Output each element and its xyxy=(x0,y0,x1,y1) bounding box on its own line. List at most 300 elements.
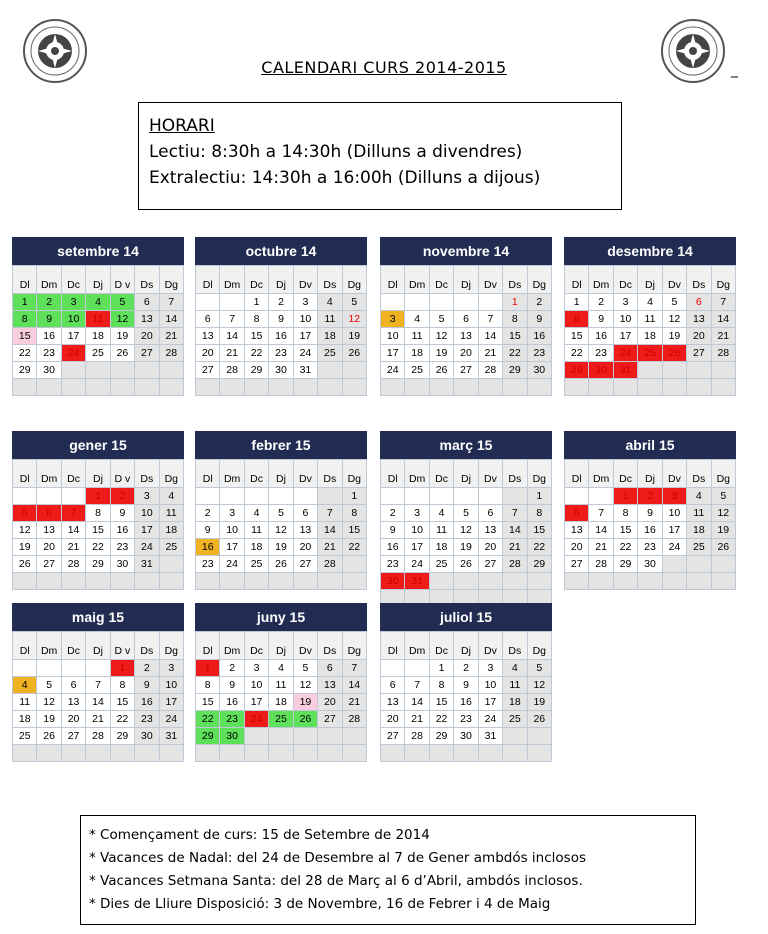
day-cell: 14 xyxy=(712,311,736,328)
empty-cell xyxy=(196,488,220,505)
empty-cell xyxy=(663,573,687,590)
day-cell: 26 xyxy=(454,556,478,573)
day-cell: 12 xyxy=(454,522,478,539)
day-cell: 21 xyxy=(318,539,342,556)
day-cell: 1 xyxy=(111,660,135,677)
empty-cell xyxy=(614,379,638,396)
day-cell: 16 xyxy=(196,539,220,556)
day-cell: 27 xyxy=(37,556,61,573)
day-cell: 16 xyxy=(528,328,552,345)
empty-cell xyxy=(294,379,318,396)
weekday-header: Dl xyxy=(196,266,220,294)
empty-cell xyxy=(405,294,429,311)
day-cell: 30 xyxy=(638,556,662,573)
day-cell: 10 xyxy=(479,677,503,694)
day-cell: 10 xyxy=(135,505,159,522)
day-cell: 7 xyxy=(318,505,342,522)
day-cell: 8 xyxy=(196,677,220,694)
empty-cell xyxy=(565,573,589,590)
empty-cell xyxy=(687,379,711,396)
day-cell: 11 xyxy=(405,328,429,345)
empty-cell xyxy=(13,745,37,762)
day-cell: 30 xyxy=(269,362,293,379)
day-cell: 22 xyxy=(614,539,638,556)
day-cell: 20 xyxy=(318,694,342,711)
day-cell: 30 xyxy=(135,728,159,745)
day-cell: 19 xyxy=(269,539,293,556)
day-cell: 8 xyxy=(565,311,589,328)
day-cell: 14 xyxy=(589,522,613,539)
day-cell: 19 xyxy=(528,694,552,711)
empty-cell xyxy=(318,379,342,396)
weekday-header: Dl xyxy=(381,460,405,488)
day-cell: 27 xyxy=(565,556,589,573)
day-cell: 4 xyxy=(160,488,184,505)
day-cell: 11 xyxy=(269,677,293,694)
empty-cell xyxy=(614,573,638,590)
schedule-line-lectiu: Lectiu: 8:30h a 14:30h (Dilluns a divendres) xyxy=(149,142,523,162)
day-cell: 9 xyxy=(196,522,220,539)
empty-cell xyxy=(160,745,184,762)
day-cell: 14 xyxy=(405,694,429,711)
day-cell: 15 xyxy=(343,522,367,539)
empty-cell xyxy=(111,362,135,379)
schedule-line-extralectiu: Extralectiu: 14:30h a 16:00h (Dilluns a dijous) xyxy=(149,168,541,188)
empty-cell xyxy=(430,488,454,505)
day-cell: 13 xyxy=(196,328,220,345)
empty-cell xyxy=(405,745,429,762)
day-cell: 28 xyxy=(405,728,429,745)
day-cell: 4 xyxy=(318,294,342,311)
day-cell: 27 xyxy=(135,345,159,362)
day-cell: 9 xyxy=(135,677,159,694)
weekday-header: Dv xyxy=(479,460,503,488)
day-cell: 18 xyxy=(503,694,527,711)
empty-cell xyxy=(37,488,61,505)
day-cell: 1 xyxy=(86,488,110,505)
day-cell: 24 xyxy=(62,345,86,362)
day-cell: 7 xyxy=(343,660,367,677)
day-cell: 18 xyxy=(86,328,110,345)
day-cell: 6 xyxy=(62,677,86,694)
day-cell: 16 xyxy=(269,328,293,345)
day-cell: 11 xyxy=(687,505,711,522)
empty-cell xyxy=(37,660,61,677)
empty-cell xyxy=(245,745,269,762)
day-cell: 4 xyxy=(405,311,429,328)
weekday-header: Dl xyxy=(381,266,405,294)
month-header: maig 15 xyxy=(12,603,184,631)
day-cell: 23 xyxy=(589,345,613,362)
day-cell: 23 xyxy=(528,345,552,362)
day-cell: 21 xyxy=(712,328,736,345)
empty-cell xyxy=(405,488,429,505)
day-cell: 14 xyxy=(220,328,244,345)
day-cell: 28 xyxy=(62,556,86,573)
day-cell: 10 xyxy=(160,677,184,694)
day-cell: 25 xyxy=(86,345,110,362)
day-cell: 11 xyxy=(245,522,269,539)
month-grid xyxy=(195,265,367,396)
weekday-header: Dj xyxy=(269,266,293,294)
empty-cell xyxy=(269,728,293,745)
day-cell: 20 xyxy=(381,711,405,728)
title-underscore: _ xyxy=(731,62,738,78)
day-cell: 20 xyxy=(62,711,86,728)
day-cell: 25 xyxy=(13,728,37,745)
empty-cell xyxy=(318,728,342,745)
empty-cell xyxy=(589,573,613,590)
weekday-header: Dm xyxy=(37,266,61,294)
day-cell: 18 xyxy=(245,539,269,556)
day-cell: 5 xyxy=(343,294,367,311)
day-cell: 21 xyxy=(62,539,86,556)
empty-cell xyxy=(687,362,711,379)
day-cell: 9 xyxy=(638,505,662,522)
day-cell: 24 xyxy=(381,362,405,379)
day-cell: 14 xyxy=(160,311,184,328)
weekday-header: Dv xyxy=(294,460,318,488)
day-cell: 13 xyxy=(565,522,589,539)
month-header: octubre 14 xyxy=(195,237,367,265)
day-cell: 22 xyxy=(13,345,37,362)
empty-cell xyxy=(86,379,110,396)
empty-cell xyxy=(245,728,269,745)
day-cell: 14 xyxy=(318,522,342,539)
day-cell: 26 xyxy=(663,345,687,362)
day-cell: 2 xyxy=(589,294,613,311)
day-cell: 4 xyxy=(269,660,293,677)
weekday-header: Dv xyxy=(663,266,687,294)
day-cell: 8 xyxy=(430,677,454,694)
weekday-header: Dg xyxy=(528,266,552,294)
day-cell: 1 xyxy=(614,488,638,505)
day-cell: 19 xyxy=(37,711,61,728)
day-cell: 20 xyxy=(454,345,478,362)
day-cell: 13 xyxy=(454,328,478,345)
day-cell: 5 xyxy=(528,660,552,677)
day-cell: 16 xyxy=(589,328,613,345)
day-cell: 6 xyxy=(135,294,159,311)
day-cell: 18 xyxy=(13,711,37,728)
day-cell: 2 xyxy=(381,505,405,522)
day-cell: 24 xyxy=(135,539,159,556)
weekday-header: Dv xyxy=(663,460,687,488)
empty-cell xyxy=(454,745,478,762)
note-free-days: * Dies de Lliure Disposició: 3 de Novembre, 16 de Febrer i 4 de Maig xyxy=(89,896,551,912)
empty-cell xyxy=(62,660,86,677)
day-cell: 12 xyxy=(528,677,552,694)
day-cell: 25 xyxy=(430,556,454,573)
weekday-header: Dm xyxy=(405,266,429,294)
day-cell: 10 xyxy=(405,522,429,539)
day-cell: 21 xyxy=(479,345,503,362)
weekday-header: Dj xyxy=(454,266,478,294)
day-cell: 22 xyxy=(343,539,367,556)
empty-cell xyxy=(589,488,613,505)
day-cell: 17 xyxy=(245,694,269,711)
day-cell: 11 xyxy=(318,311,342,328)
day-cell: 1 xyxy=(245,294,269,311)
day-cell: 6 xyxy=(318,660,342,677)
day-cell: 20 xyxy=(37,539,61,556)
empty-cell xyxy=(381,294,405,311)
empty-cell xyxy=(196,379,220,396)
day-cell: 15 xyxy=(111,694,135,711)
empty-cell xyxy=(712,556,736,573)
day-cell: 9 xyxy=(528,311,552,328)
empty-cell xyxy=(13,573,37,590)
day-cell: 25 xyxy=(687,539,711,556)
weekday-header: Ds xyxy=(503,632,527,660)
day-cell: 22 xyxy=(245,345,269,362)
day-cell: 7 xyxy=(589,505,613,522)
empty-cell xyxy=(454,573,478,590)
day-cell: 23 xyxy=(454,711,478,728)
day-cell: 29 xyxy=(245,362,269,379)
day-cell: 16 xyxy=(37,328,61,345)
day-cell: 17 xyxy=(294,328,318,345)
weekday-header: Dg xyxy=(343,460,367,488)
day-cell: 4 xyxy=(13,677,37,694)
day-cell: 28 xyxy=(220,362,244,379)
day-cell: 11 xyxy=(503,677,527,694)
weekday-header: Ds xyxy=(318,266,342,294)
day-cell: 13 xyxy=(37,522,61,539)
weekday-header: Ds xyxy=(135,632,159,660)
empty-cell xyxy=(430,294,454,311)
weekday-header: Dm xyxy=(37,460,61,488)
month-0 xyxy=(12,237,184,396)
empty-cell xyxy=(589,379,613,396)
weekday-header: Dm xyxy=(405,460,429,488)
day-cell: 21 xyxy=(503,539,527,556)
empty-cell xyxy=(503,728,527,745)
day-cell: 9 xyxy=(589,311,613,328)
empty-cell xyxy=(86,660,110,677)
day-cell: 12 xyxy=(294,677,318,694)
day-cell: 25 xyxy=(503,711,527,728)
empty-cell xyxy=(62,745,86,762)
empty-cell xyxy=(479,379,503,396)
day-cell: 3 xyxy=(135,488,159,505)
month-header: gener 15 xyxy=(12,431,184,459)
day-cell: 27 xyxy=(318,711,342,728)
day-cell: 29 xyxy=(565,362,589,379)
day-cell: 1 xyxy=(343,488,367,505)
empty-cell xyxy=(565,488,589,505)
month-9 xyxy=(195,603,367,762)
day-cell: 29 xyxy=(430,728,454,745)
day-cell: 25 xyxy=(405,362,429,379)
weekday-header: Dm xyxy=(589,266,613,294)
day-cell: 25 xyxy=(160,539,184,556)
month-header: juny 15 xyxy=(195,603,367,631)
empty-cell xyxy=(405,379,429,396)
day-cell: 28 xyxy=(86,728,110,745)
empty-cell xyxy=(269,573,293,590)
day-cell: 4 xyxy=(503,660,527,677)
day-cell: 25 xyxy=(638,345,662,362)
day-cell: 12 xyxy=(269,522,293,539)
day-cell: 2 xyxy=(196,505,220,522)
day-cell: 5 xyxy=(294,660,318,677)
month-header: desembre 14 xyxy=(564,237,736,265)
day-cell: 1 xyxy=(503,294,527,311)
schedule-heading: HORARI xyxy=(149,116,215,136)
day-cell: 3 xyxy=(405,505,429,522)
empty-cell xyxy=(687,573,711,590)
weekday-header: Dc xyxy=(245,460,269,488)
empty-cell xyxy=(663,379,687,396)
empty-cell xyxy=(245,379,269,396)
day-cell: 16 xyxy=(220,694,244,711)
empty-cell xyxy=(220,488,244,505)
empty-cell xyxy=(135,573,159,590)
day-cell: 18 xyxy=(318,328,342,345)
day-cell: 26 xyxy=(13,556,37,573)
empty-cell xyxy=(479,745,503,762)
day-cell: 16 xyxy=(135,694,159,711)
day-cell: 11 xyxy=(13,694,37,711)
day-cell: 24 xyxy=(220,556,244,573)
empty-cell xyxy=(37,379,61,396)
weekday-header: Ds xyxy=(687,460,711,488)
day-cell: 21 xyxy=(86,711,110,728)
weekday-header: Ds xyxy=(503,266,527,294)
empty-cell xyxy=(318,488,342,505)
weekday-header: Dj xyxy=(638,266,662,294)
day-cell: 29 xyxy=(196,728,220,745)
empty-cell xyxy=(37,573,61,590)
empty-cell xyxy=(13,379,37,396)
month-grid xyxy=(12,265,184,396)
day-cell: 17 xyxy=(479,694,503,711)
day-cell: 15 xyxy=(245,328,269,345)
day-cell: 30 xyxy=(37,362,61,379)
day-cell: 17 xyxy=(220,539,244,556)
day-cell: 8 xyxy=(503,311,527,328)
day-cell: 10 xyxy=(245,677,269,694)
day-cell: 10 xyxy=(663,505,687,522)
day-cell: 22 xyxy=(86,539,110,556)
day-cell: 2 xyxy=(37,294,61,311)
weekday-header: Dj xyxy=(86,460,110,488)
weekday-header: Dm xyxy=(405,632,429,660)
empty-cell xyxy=(196,294,220,311)
day-cell: 4 xyxy=(638,294,662,311)
day-cell: 9 xyxy=(220,677,244,694)
empty-cell xyxy=(343,728,367,745)
day-cell: 1 xyxy=(196,660,220,677)
empty-cell xyxy=(479,488,503,505)
day-cell: 6 xyxy=(687,294,711,311)
day-cell: 31 xyxy=(294,362,318,379)
month-1 xyxy=(195,237,367,396)
day-cell: 15 xyxy=(528,522,552,539)
weekday-header: Ds xyxy=(135,460,159,488)
day-cell: 27 xyxy=(381,728,405,745)
month-grid xyxy=(564,265,736,396)
empty-cell xyxy=(638,362,662,379)
empty-cell xyxy=(318,745,342,762)
month-7 xyxy=(564,431,736,590)
day-cell: 26 xyxy=(294,711,318,728)
empty-cell xyxy=(528,745,552,762)
day-cell: 3 xyxy=(62,294,86,311)
weekday-header: Dg xyxy=(160,266,184,294)
day-cell: 31 xyxy=(479,728,503,745)
empty-cell xyxy=(294,745,318,762)
weekday-header: Dv xyxy=(294,632,318,660)
day-cell: 22 xyxy=(430,711,454,728)
empty-cell xyxy=(111,379,135,396)
month-grid xyxy=(380,459,552,607)
day-cell: 2 xyxy=(220,660,244,677)
weekday-header: Dc xyxy=(430,266,454,294)
day-cell: 14 xyxy=(503,522,527,539)
weekday-header: Dl xyxy=(196,460,220,488)
empty-cell xyxy=(663,556,687,573)
day-cell: 24 xyxy=(405,556,429,573)
day-cell: 18 xyxy=(687,522,711,539)
empty-cell xyxy=(62,573,86,590)
day-cell: 22 xyxy=(196,711,220,728)
day-cell: 20 xyxy=(479,539,503,556)
page-title: CALENDARI CURS 2014-2015 xyxy=(261,58,507,77)
day-cell: 12 xyxy=(13,522,37,539)
weekday-header: Dl xyxy=(13,266,37,294)
month-grid xyxy=(12,631,184,762)
day-cell: 29 xyxy=(111,728,135,745)
weekday-header: Dl xyxy=(13,632,37,660)
day-cell: 12 xyxy=(343,311,367,328)
day-cell: 6 xyxy=(565,505,589,522)
month-header: març 15 xyxy=(380,431,552,459)
note-start: * Començament de curs: 15 de Setembre de 2014 xyxy=(89,827,430,843)
weekday-header: Dc xyxy=(430,632,454,660)
empty-cell xyxy=(343,556,367,573)
notes-box xyxy=(80,815,696,925)
empty-cell xyxy=(135,362,159,379)
empty-cell xyxy=(220,379,244,396)
day-cell: 13 xyxy=(318,677,342,694)
empty-cell xyxy=(454,294,478,311)
weekday-header: Dg xyxy=(160,460,184,488)
empty-cell xyxy=(381,660,405,677)
day-cell: 17 xyxy=(663,522,687,539)
day-cell: 30 xyxy=(381,573,405,590)
day-cell: 22 xyxy=(528,539,552,556)
weekday-header: Dj xyxy=(86,266,110,294)
day-cell: 5 xyxy=(663,294,687,311)
day-cell: 27 xyxy=(687,345,711,362)
day-cell: 25 xyxy=(245,556,269,573)
day-cell: 7 xyxy=(160,294,184,311)
weekday-header: D v xyxy=(111,632,135,660)
day-cell: 11 xyxy=(430,522,454,539)
day-cell: 26 xyxy=(111,345,135,362)
empty-cell xyxy=(294,573,318,590)
month-grid xyxy=(380,631,552,762)
weekday-header: Ds xyxy=(318,632,342,660)
day-cell: 15 xyxy=(503,328,527,345)
day-cell: 23 xyxy=(269,345,293,362)
day-cell: 13 xyxy=(294,522,318,539)
day-cell: 29 xyxy=(503,362,527,379)
note-easter: * Vacances Setmana Santa: del 28 de Març al 6 d’Abril, ambdós inclosos. xyxy=(89,873,583,889)
weekday-header: Dc xyxy=(62,632,86,660)
